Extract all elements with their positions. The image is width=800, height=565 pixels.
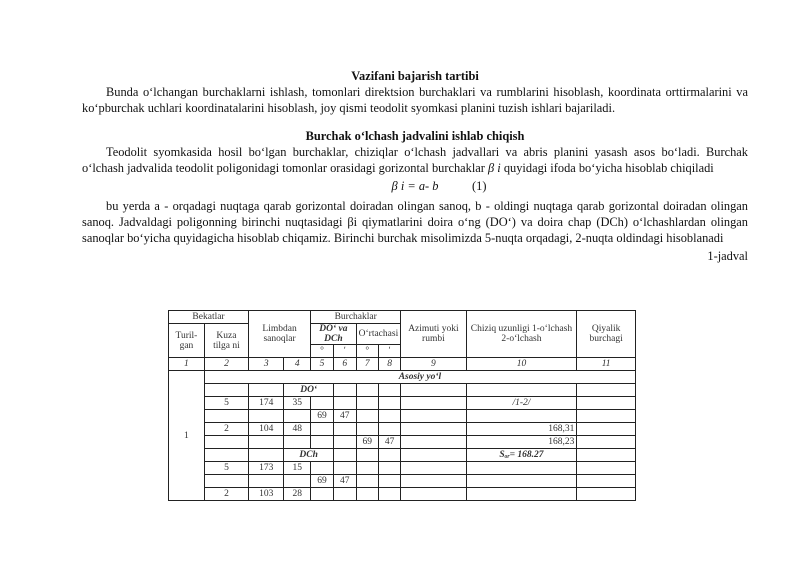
col-num: 7 xyxy=(356,358,378,371)
col-num: 2 xyxy=(204,358,248,371)
dch-label: DCh xyxy=(284,449,333,462)
formula-number: (1) xyxy=(472,179,487,193)
table-row xyxy=(169,397,636,410)
header-limbdan: Limbdan sanoqlar xyxy=(249,311,311,358)
cell: 2 xyxy=(204,423,248,436)
table-row xyxy=(169,449,636,462)
col-num: 1 xyxy=(169,358,205,371)
table-row xyxy=(169,475,636,488)
table-row xyxy=(169,488,636,501)
table-header-row-1 xyxy=(169,311,636,324)
header-ortachasi: O‘rtachasi xyxy=(356,324,401,345)
document-body xyxy=(82,68,748,264)
cell: 5 xyxy=(204,462,248,475)
header-chiziq: Chiziq uzunligi 1-o‘lchash 2-o‘lchash xyxy=(466,311,577,358)
header-turilgan: Turil-gan xyxy=(169,324,205,358)
header-azimut: Azimuti yoki rumbi xyxy=(401,311,466,358)
col-num: 6 xyxy=(333,358,356,371)
col-num: 5 xyxy=(311,358,334,371)
table-row xyxy=(169,410,636,423)
header-qiyalik: Qiyalik burchagi xyxy=(577,311,636,358)
length-cell: 168,23 xyxy=(466,436,577,449)
col-num: 3 xyxy=(249,358,284,371)
paragraph-3-text: bu yerda a - orqadagi nuqtaga qarab gorizontal doiradan olingan sanoq, b - oldingi nuqtaga qarab gorizontal doiradan olingan sanoq. Jadvaldagi poligonning birinchi nuqtasidagi βi qiymatlarini doira o‘ng (DO‘) va doira chap (DCh) o‘lchashlardan olingan sanoqlar bo‘yicha quyidagicha hisoblab chiqamiz. Birinchi burchak misolimizda 5-nuqta orqadagi, 2-nuqta oldindagi hisoblanadi xyxy=(82,199,748,245)
cell: 173 xyxy=(249,462,284,475)
col-num: 10 xyxy=(466,358,577,371)
cell: 47 xyxy=(333,410,356,423)
page-title: Vazifani bajarish tartibi xyxy=(351,69,479,83)
paragraph-2-text-a: Teodolit syomkasida hosil bo‘lgan burchaklar, chiziqlar o‘lchash jadvallari va abris planini yasash asos bo‘ladi. Burchak o‘lchash jadvalida teodolit poligonidagi tomonlar orasidagi gorizontal burchaklar xyxy=(82,145,748,175)
station-cell: 1 xyxy=(169,371,205,501)
header-kuzatilgan: Kuza tilga ni xyxy=(204,324,248,358)
cell: 69 xyxy=(311,410,334,423)
table-row xyxy=(169,371,636,384)
unit-minute: ʹ xyxy=(378,345,400,358)
col-num: 11 xyxy=(577,358,636,371)
cell: 69 xyxy=(311,475,334,488)
cell: 47 xyxy=(378,436,400,449)
cell: 28 xyxy=(284,488,311,501)
formula-text: β i = a- b xyxy=(391,179,439,193)
asosiy-yol-label: Asosiy yo‘l xyxy=(204,371,635,384)
intro-text: Bunda o‘lchangan burchaklarni ishlash, tomonlari direktsion burchaklari va rumblarini hisoblash, koordinata orttirmalarini va ko‘pburchak uchlari koordinatalarini hisoblash, joy qismi teodolit syomkasi planini tuzish ishlari bajariladi. xyxy=(82,85,748,115)
length-cell: /1-2/ xyxy=(466,397,577,410)
formula-1 xyxy=(82,178,748,194)
cell: 47 xyxy=(333,475,356,488)
unit-degree: ° xyxy=(311,345,334,358)
cell: 48 xyxy=(284,423,311,436)
col-num: 9 xyxy=(401,358,466,371)
unit-minute: ʹ xyxy=(333,345,356,358)
length-cell: 168,31 xyxy=(466,423,577,436)
header-bekatlar: Bekatlar xyxy=(169,311,249,324)
paragraph-3 xyxy=(82,198,748,246)
column-numbers-row xyxy=(169,358,636,371)
cell: 174 xyxy=(249,397,284,410)
col-num: 4 xyxy=(284,358,311,371)
paragraph-2 xyxy=(82,144,748,176)
cell: 104 xyxy=(249,423,284,436)
cell: 69 xyxy=(356,436,378,449)
cell: 35 xyxy=(284,397,311,410)
header-burchaklar: Burchaklar xyxy=(311,311,401,324)
col-num: 8 xyxy=(378,358,400,371)
beta-symbol: β i xyxy=(488,161,501,175)
cell: 2 xyxy=(204,488,248,501)
cell: 15 xyxy=(284,462,311,475)
intro-paragraph xyxy=(82,84,748,116)
table-row xyxy=(169,462,636,475)
do-label: DO‘ xyxy=(284,384,333,397)
cell: 5 xyxy=(204,397,248,410)
header-do-dch: DO‘ va DCh xyxy=(311,324,357,345)
section-title: Burchak o‘lchash jadvalini ishlab chiqish xyxy=(305,129,525,143)
average-length-cell: Sₒᵣ= 168.27 xyxy=(466,449,577,462)
cell: 103 xyxy=(249,488,284,501)
table-caption: 1-jadval xyxy=(707,249,748,263)
paragraph-2-text-b: quyidagi ifoda bo‘yicha hisoblab chiqiladi xyxy=(500,161,714,175)
angle-measurement-table xyxy=(168,310,636,501)
table-row xyxy=(169,423,636,436)
table-row xyxy=(169,436,636,449)
unit-degree: ° xyxy=(356,345,378,358)
table-row xyxy=(169,384,636,397)
